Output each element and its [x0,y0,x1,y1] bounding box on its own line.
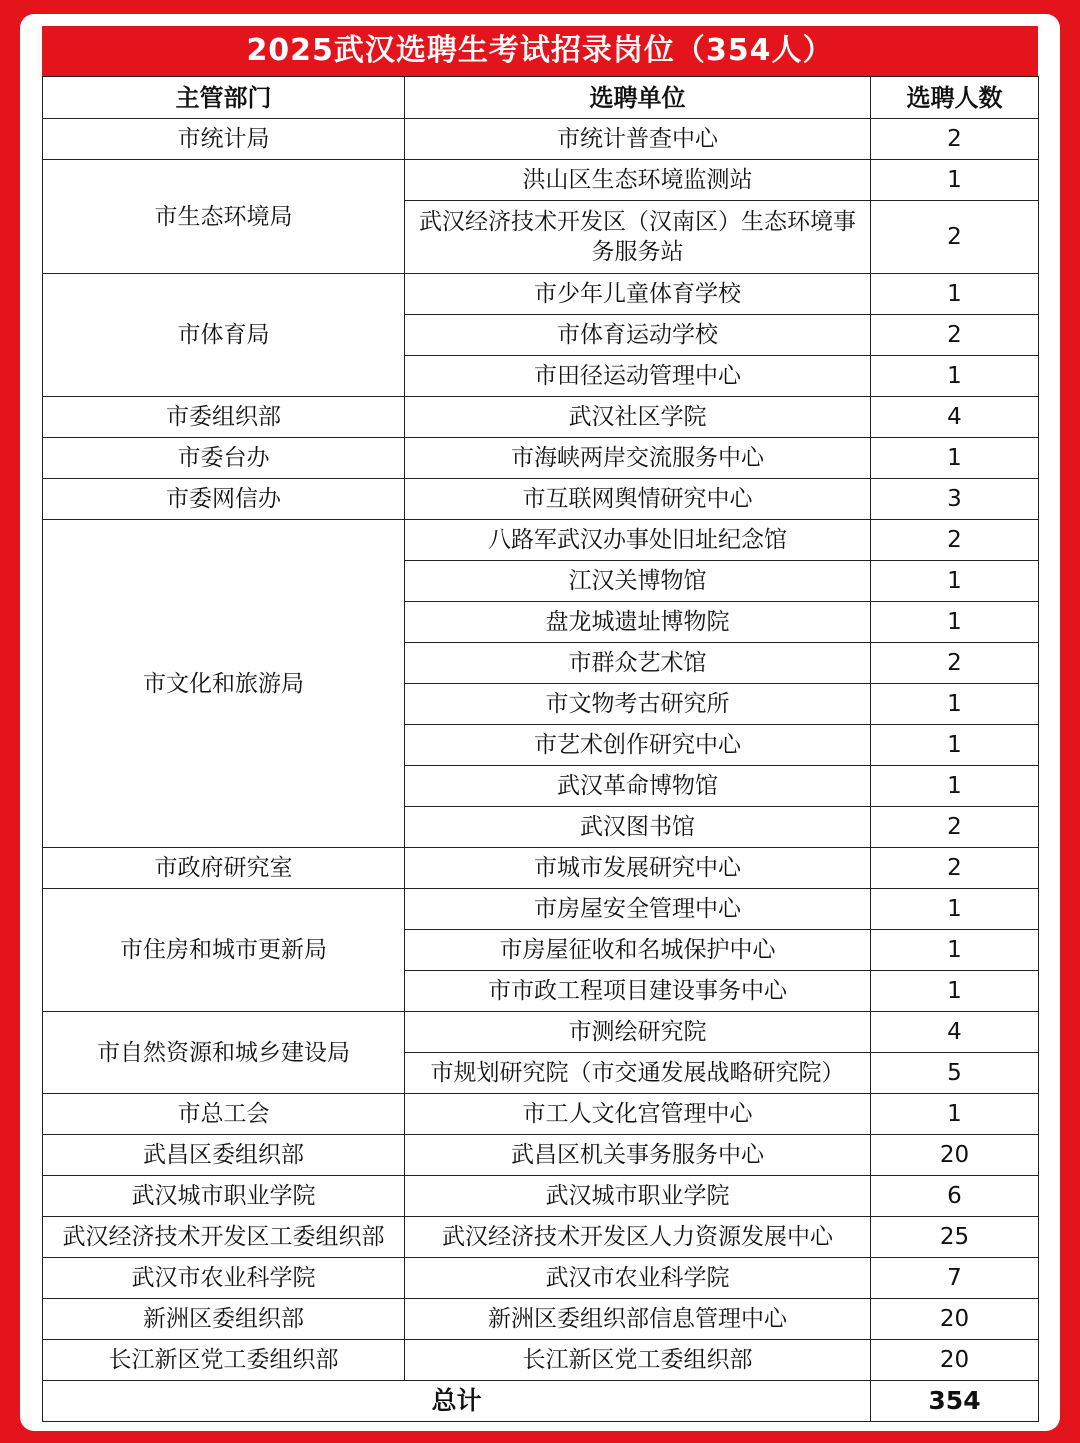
total-count: 354 [871,1381,1039,1422]
count-cell: 4 [871,1012,1039,1053]
table-row [43,397,1039,438]
count-cell: 1 [871,1094,1039,1135]
unit-cell: 市艺术创作研究中心 [405,725,871,766]
recruitment-table-container [42,26,1038,1422]
table-row [43,848,1039,889]
department-cell: 市统计局 [43,119,405,160]
count-cell: 6 [871,1176,1039,1217]
count-cell: 2 [871,119,1039,160]
header-count: 选聘人数 [871,77,1039,119]
unit-cell: 长江新区党工委组织部 [405,1340,871,1381]
table-row [43,1135,1039,1176]
unit-cell: 市互联网舆情研究中心 [405,479,871,520]
unit-cell: 武汉社区学院 [405,397,871,438]
unit-cell: 盘龙城遗址博物院 [405,602,871,643]
count-cell: 1 [871,561,1039,602]
count-cell: 1 [871,971,1039,1012]
table-body [43,119,1039,1381]
table-row [43,160,1039,201]
count-cell: 20 [871,1299,1039,1340]
count-cell: 5 [871,1053,1039,1094]
count-cell: 1 [871,930,1039,971]
count-cell: 3 [871,479,1039,520]
header-row [43,77,1039,119]
unit-cell: 武昌区机关事务服务中心 [405,1135,871,1176]
department-cell: 市生态环境局 [43,160,405,274]
recruitment-table [42,76,1039,1422]
unit-cell: 市市政工程项目建设事务中心 [405,971,871,1012]
table-row [43,479,1039,520]
department-cell: 武汉经济技术开发区工委组织部 [43,1217,405,1258]
count-cell: 2 [871,315,1039,356]
unit-cell: 市工人文化宫管理中心 [405,1094,871,1135]
count-cell: 1 [871,889,1039,930]
total-row [43,1381,1039,1422]
unit-cell: 武汉图书馆 [405,807,871,848]
department-cell: 市政府研究室 [43,848,405,889]
table-row [43,1340,1039,1381]
unit-cell: 市规划研究院（市交通发展战略研究院） [405,1053,871,1094]
count-cell: 1 [871,684,1039,725]
department-cell: 市委台办 [43,438,405,479]
total-label: 总计 [43,1381,871,1422]
table-row [43,1258,1039,1299]
count-cell: 20 [871,1135,1039,1176]
count-cell: 1 [871,356,1039,397]
table-title: 2025武汉选聘生考试招录岗位（354人） [42,26,1038,76]
table-row [43,889,1039,930]
unit-cell: 市群众艺术馆 [405,643,871,684]
count-cell: 2 [871,848,1039,889]
unit-cell: 武汉革命博物馆 [405,766,871,807]
unit-cell: 市文物考古研究所 [405,684,871,725]
table-row [43,438,1039,479]
count-cell: 25 [871,1217,1039,1258]
unit-cell: 八路军武汉办事处旧址纪念馆 [405,520,871,561]
count-cell: 20 [871,1340,1039,1381]
unit-cell: 武汉经济技术开发区人力资源发展中心 [405,1217,871,1258]
unit-cell: 市城市发展研究中心 [405,848,871,889]
department-cell: 新洲区委组织部 [43,1299,405,1340]
unit-cell: 洪山区生态环境监测站 [405,160,871,201]
count-cell: 7 [871,1258,1039,1299]
unit-cell: 市统计普查中心 [405,119,871,160]
count-cell: 2 [871,807,1039,848]
table-row [43,1012,1039,1053]
count-cell: 2 [871,520,1039,561]
table-row [43,520,1039,561]
department-cell: 武昌区委组织部 [43,1135,405,1176]
unit-cell: 市房屋安全管理中心 [405,889,871,930]
unit-cell: 市测绘研究院 [405,1012,871,1053]
unit-cell: 市海峡两岸交流服务中心 [405,438,871,479]
department-cell: 武汉城市职业学院 [43,1176,405,1217]
unit-cell: 新洲区委组织部信息管理中心 [405,1299,871,1340]
unit-cell: 市体育运动学校 [405,315,871,356]
count-cell: 2 [871,201,1039,274]
count-cell: 1 [871,725,1039,766]
table-row [43,119,1039,160]
department-cell: 市委网信办 [43,479,405,520]
department-cell: 市住房和城市更新局 [43,889,405,1012]
unit-cell: 江汉关博物馆 [405,561,871,602]
header-unit: 选聘单位 [405,77,871,119]
unit-cell: 武汉市农业科学院 [405,1258,871,1299]
department-cell: 市总工会 [43,1094,405,1135]
count-cell: 1 [871,274,1039,315]
table-row [43,1094,1039,1135]
count-cell: 4 [871,397,1039,438]
unit-cell: 武汉城市职业学院 [405,1176,871,1217]
header-department: 主管部门 [43,77,405,119]
department-cell: 市委组织部 [43,397,405,438]
count-cell: 1 [871,438,1039,479]
count-cell: 2 [871,643,1039,684]
department-cell: 市文化和旅游局 [43,520,405,848]
count-cell: 1 [871,602,1039,643]
unit-cell: 市少年儿童体育学校 [405,274,871,315]
unit-cell: 武汉经济技术开发区（汉南区）生态环境事务服务站 [405,201,871,274]
table-row [43,274,1039,315]
table-row [43,1176,1039,1217]
count-cell: 1 [871,160,1039,201]
unit-cell: 市田径运动管理中心 [405,356,871,397]
department-cell: 长江新区党工委组织部 [43,1340,405,1381]
count-cell: 1 [871,766,1039,807]
table-row [43,1217,1039,1258]
table-row [43,1299,1039,1340]
department-cell: 武汉市农业科学院 [43,1258,405,1299]
unit-cell: 市房屋征收和名城保护中心 [405,930,871,971]
department-cell: 市自然资源和城乡建设局 [43,1012,405,1094]
department-cell: 市体育局 [43,274,405,397]
